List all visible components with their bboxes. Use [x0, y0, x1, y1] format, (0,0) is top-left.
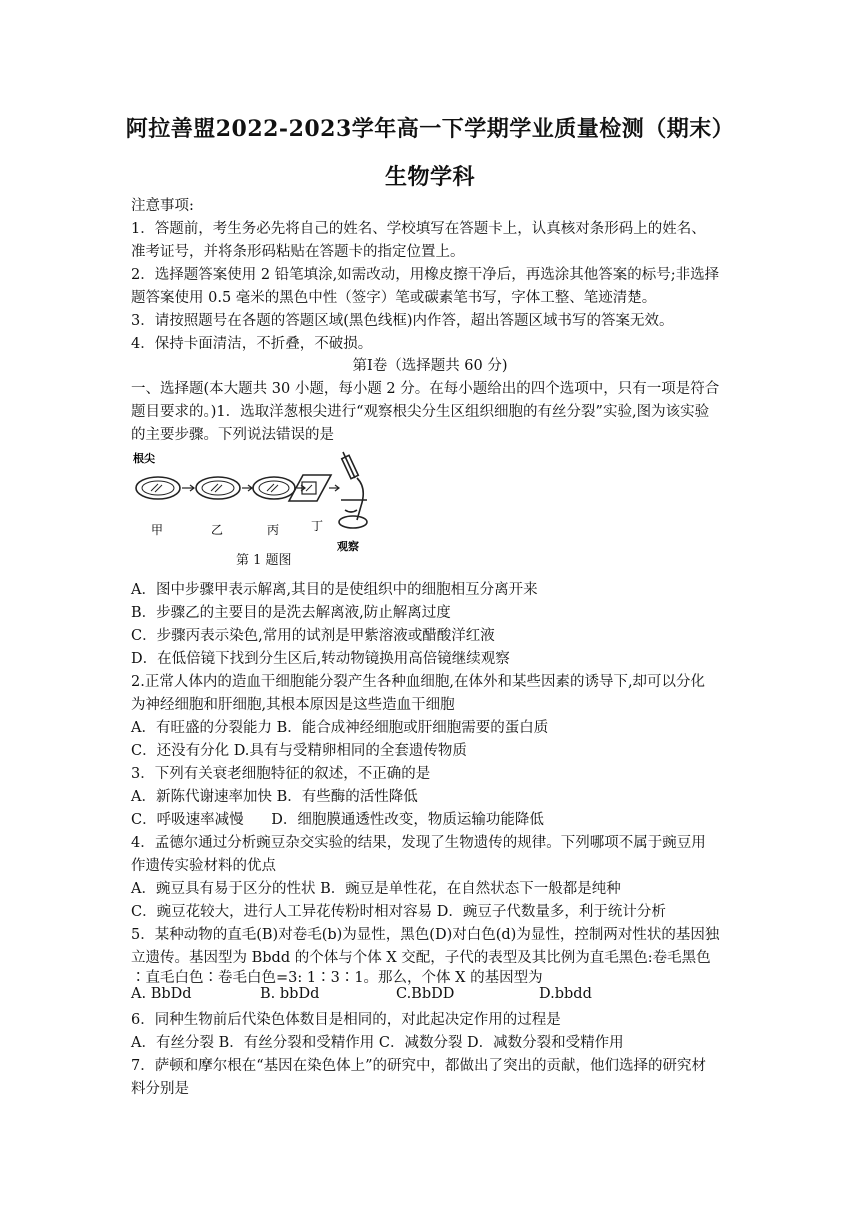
- note-line: 题答案使用 0.5 毫米的黑色中性（签字）笔或碳素笔书写，字体工整、笔迹清楚。: [131, 290, 657, 306]
- observe-label: 观察: [337, 540, 359, 553]
- question-line: 5．某种动物的直毛(B)对卷毛(b)为显性，黑色(D)对白色(d)为显性，控制两对性状的基因独: [131, 927, 720, 943]
- question-line: 4．孟德尔通过分析豌豆杂交实验的结果，发现了生物遗传的规律。下列哪项不属于豌豆用: [131, 835, 706, 851]
- notes-heading: 注意事项:: [131, 198, 194, 214]
- note-line: 3．请按照题号在各题的答题区域(黑色线框)内作答，超出答题区域书写的答案无效。: [131, 313, 674, 329]
- dish-bing-icon: [253, 477, 295, 499]
- note-line: 准考证号，并将条形码粘贴在答题卡的指定位置上。: [131, 244, 465, 260]
- q5-option-b: B. bbDd: [260, 986, 320, 1002]
- section-intro-line: 题目要求的。)1．选取洋葱根尖进行“观察根尖分生区组织细胞的有丝分裂”实验,图为该实验: [131, 404, 710, 420]
- arrow-icon: [242, 485, 252, 491]
- note-line: 4．保持卡面清洁，不折叠，不破损。: [131, 336, 373, 352]
- microscope-icon: [339, 452, 367, 528]
- q5-option-a: A. BbDd: [131, 986, 192, 1002]
- step-label-yi: 乙: [211, 523, 224, 537]
- question-line: A．豌豆具有易于区分的性状 B．豌豆是单性花，在自然状态下一般都是纯种: [131, 881, 621, 897]
- question-line: 2.正常人体内的造血干细胞能分裂产生各种血细胞,在体外和某些因素的诱导下,却可以分化: [131, 674, 706, 690]
- question-line: 3．下列有关衰老细胞特征的叙述，不正确的是: [131, 766, 431, 782]
- q5-option-d: D.bbdd: [539, 986, 592, 1002]
- arrow-icon: [329, 485, 339, 491]
- arrow-icon: [297, 485, 305, 491]
- step-label-bing: 丙: [267, 523, 280, 537]
- question-line: 为神经细胞和肝细胞,其根本原因是这些造血干细胞: [131, 697, 455, 713]
- dish-yi-icon: [196, 477, 240, 499]
- question-line: ∶直毛白色∶卷毛白色=3: 1∶3∶1。那么，个体 X 的基因型为: [131, 970, 543, 986]
- question-line: A．图中步骤甲表示解离,其目的是使组织中的细胞相互分离开来: [131, 582, 538, 598]
- step-label-ding: 丁: [311, 519, 324, 533]
- question-line: C．豌豆花较大，进行人工异花传粉时相对容易 D．豌豆子代数量多，利于统计分析: [131, 904, 666, 920]
- note-line: 2．选择题答案使用 2 铅笔填涂,如需改动，用橡皮擦干净后，再选涂其他答案的标号;非选择: [131, 267, 720, 283]
- question-line: B．步骤乙的主要目的是洗去解离液,防止解离过度: [131, 605, 451, 621]
- dish-jia-icon: [136, 477, 180, 499]
- page-subtitle: 生物学科: [384, 164, 475, 190]
- question-line: C．还没有分化 D.具有与受精卵相同的全套遗传物质: [131, 743, 467, 759]
- arrow-icon: [182, 485, 194, 491]
- root-tip-label: 根尖: [133, 452, 155, 465]
- section-intro-line: 的主要步骤。下列说法错误的是: [131, 427, 334, 443]
- question-line: C．呼吸速率减慢 D．细胞膜通透性改变，物质运输功能降低: [131, 812, 544, 828]
- question-line: C．步骤丙表示染色,常用的试剂是甲紫溶液或醋酸洋红液: [131, 628, 495, 644]
- figure-caption: 第 1 题图: [236, 553, 292, 568]
- section-intro-line: 一、选择题(本大题共 30 小题，每小题 2 分。在每小题给出的四个选项中，只有一项是符合: [131, 381, 720, 397]
- question-line: A．新陈代谢速率加快 B．有些酶的活性降低: [131, 789, 418, 805]
- question-line: A．有丝分裂 B．有丝分裂和受精作用 C．减数分裂 D．减数分裂和受精作用: [131, 1035, 624, 1051]
- note-line: 1．答题前，考生务必先将自己的姓名、学校填写在答题卡上，认真核对条形码上的姓名、: [131, 221, 706, 237]
- section-title: 第Ⅰ卷（选择题共 60 分): [352, 358, 508, 374]
- slide-ding-icon: [289, 475, 331, 501]
- step-label-jia: 甲: [151, 523, 164, 537]
- q5-option-c: C.BbDD: [396, 986, 455, 1002]
- question-line: 作遗传实验材料的优点: [131, 858, 276, 874]
- question-line: 料分别是: [131, 1081, 189, 1097]
- page-title: 阿拉善盟2022-2023学年高一下学期学业质量检测（期末）: [125, 116, 735, 142]
- question-line: A．有旺盛的分裂能力 B．能合成神经细胞或肝细胞需要的蛋白质: [131, 720, 549, 736]
- question-line: 6．同种生物前后代染色体数目是相同的，对此起决定作用的过程是: [131, 1012, 561, 1028]
- question-line: 7．萨顿和摩尔根在“基因在染色体上”的研究中，都做出了突出的贡献，他们选择的研究材: [131, 1058, 707, 1074]
- question-line: D．在低倍镜下找到分生区后,转动物镜换用高倍镜继续观察: [131, 651, 510, 667]
- question-line: 立遗传。基因型为 Bbdd 的个体与个体 X 交配，子代的表型及其比例为直毛黑色:卷毛黑色: [131, 950, 711, 966]
